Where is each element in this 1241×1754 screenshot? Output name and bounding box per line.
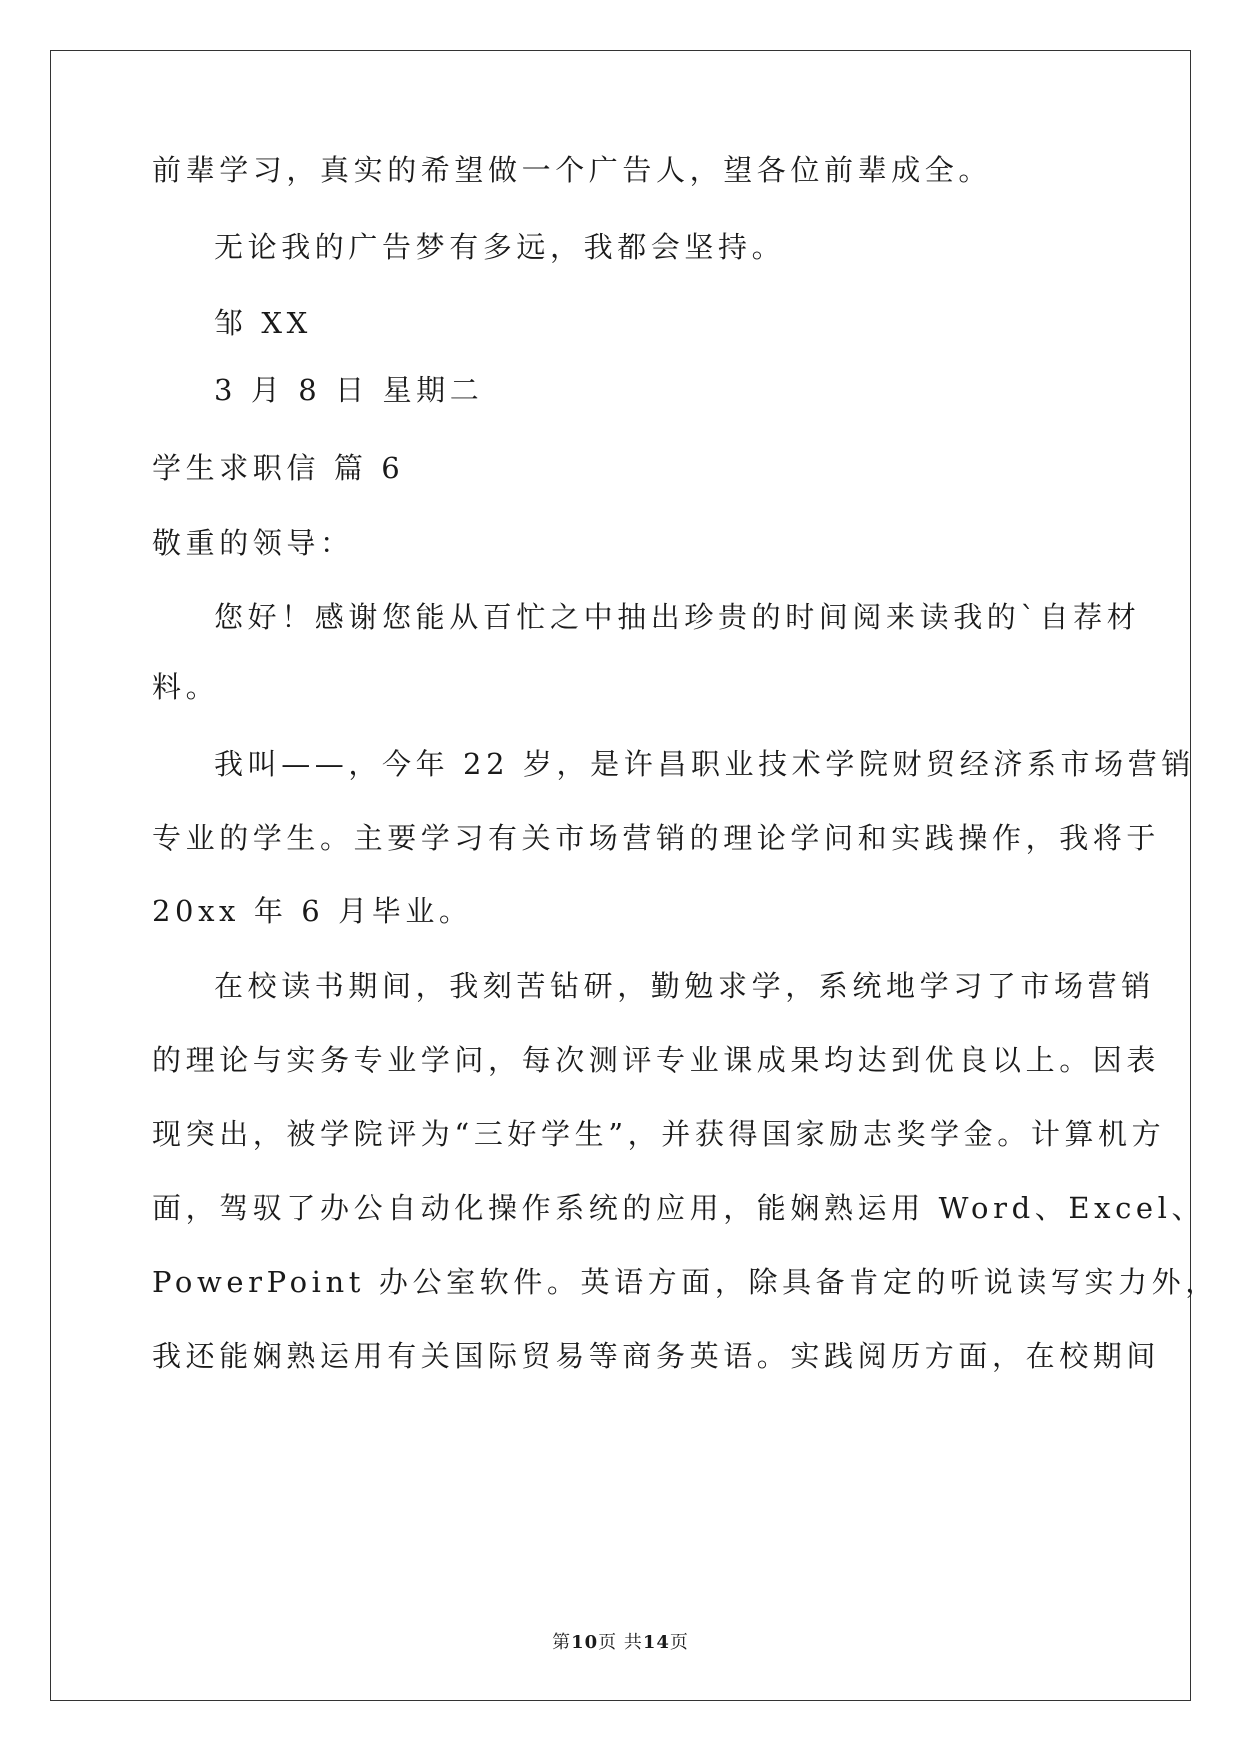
signature-name: 邹 XX [214,306,312,340]
footer-prefix: 第 [552,1632,572,1653]
paragraph-line: 料。 [152,670,220,704]
footer-middle: 页 共 [598,1632,643,1653]
salutation: 敬重的领导： [152,526,354,560]
paragraph-line: 您好！感谢您能从百忙之中抽出珍贵的时间阅来读我的`自荐材 [214,600,1141,634]
paragraph-line: 我还能娴熟运用有关国际贸易等商务英语。实践阅历方面，在校期间 [152,1339,1161,1373]
total-pages-number: 14 [642,1632,670,1653]
signature-date: 3 月 8 日 星期二 [214,373,484,407]
paragraph-line: 无论我的广告梦有多远，我都会坚持。 [214,230,786,264]
paragraph-line: 面，驾驭了办公自动化操作系统的应用，能娴熟运用 Word、Excel、 [152,1191,1206,1225]
paragraph-line: 在校读书期间，我刻苦钻研，勤勉求学，系统地学习了市场营销 [214,969,1155,1003]
paragraph-line: 的理论与实务专业学问，每次测评专业课成果均达到优良以上。因表 [152,1043,1161,1077]
footer-suffix: 页 [669,1632,689,1653]
paragraph-line: 20xx 年 6 月毕业。 [152,894,473,928]
page-border [50,50,1191,1701]
section-heading: 学生求职信 篇 6 [152,451,405,485]
paragraph-line: PowerPoint 办公室软件。英语方面，除具备肯定的听说读写实力外， [152,1265,1219,1299]
paragraph-line: 现突出，被学院评为“三好学生”，并获得国家励志奖学金。计算机方 [152,1117,1166,1151]
page-footer [0,1628,1241,1654]
paragraph-line: 我叫——，今年 22 岁，是许昌职业技术学院财贸经济系市场营销 [214,747,1195,781]
paragraph-line: 专业的学生。主要学习有关市场营销的理论学问和实践操作，我将于 [152,821,1161,855]
paragraph-line: 前辈学习，真实的希望做一个广告人，望各位前辈成全。 [152,153,993,187]
current-page-number: 10 [571,1632,599,1653]
